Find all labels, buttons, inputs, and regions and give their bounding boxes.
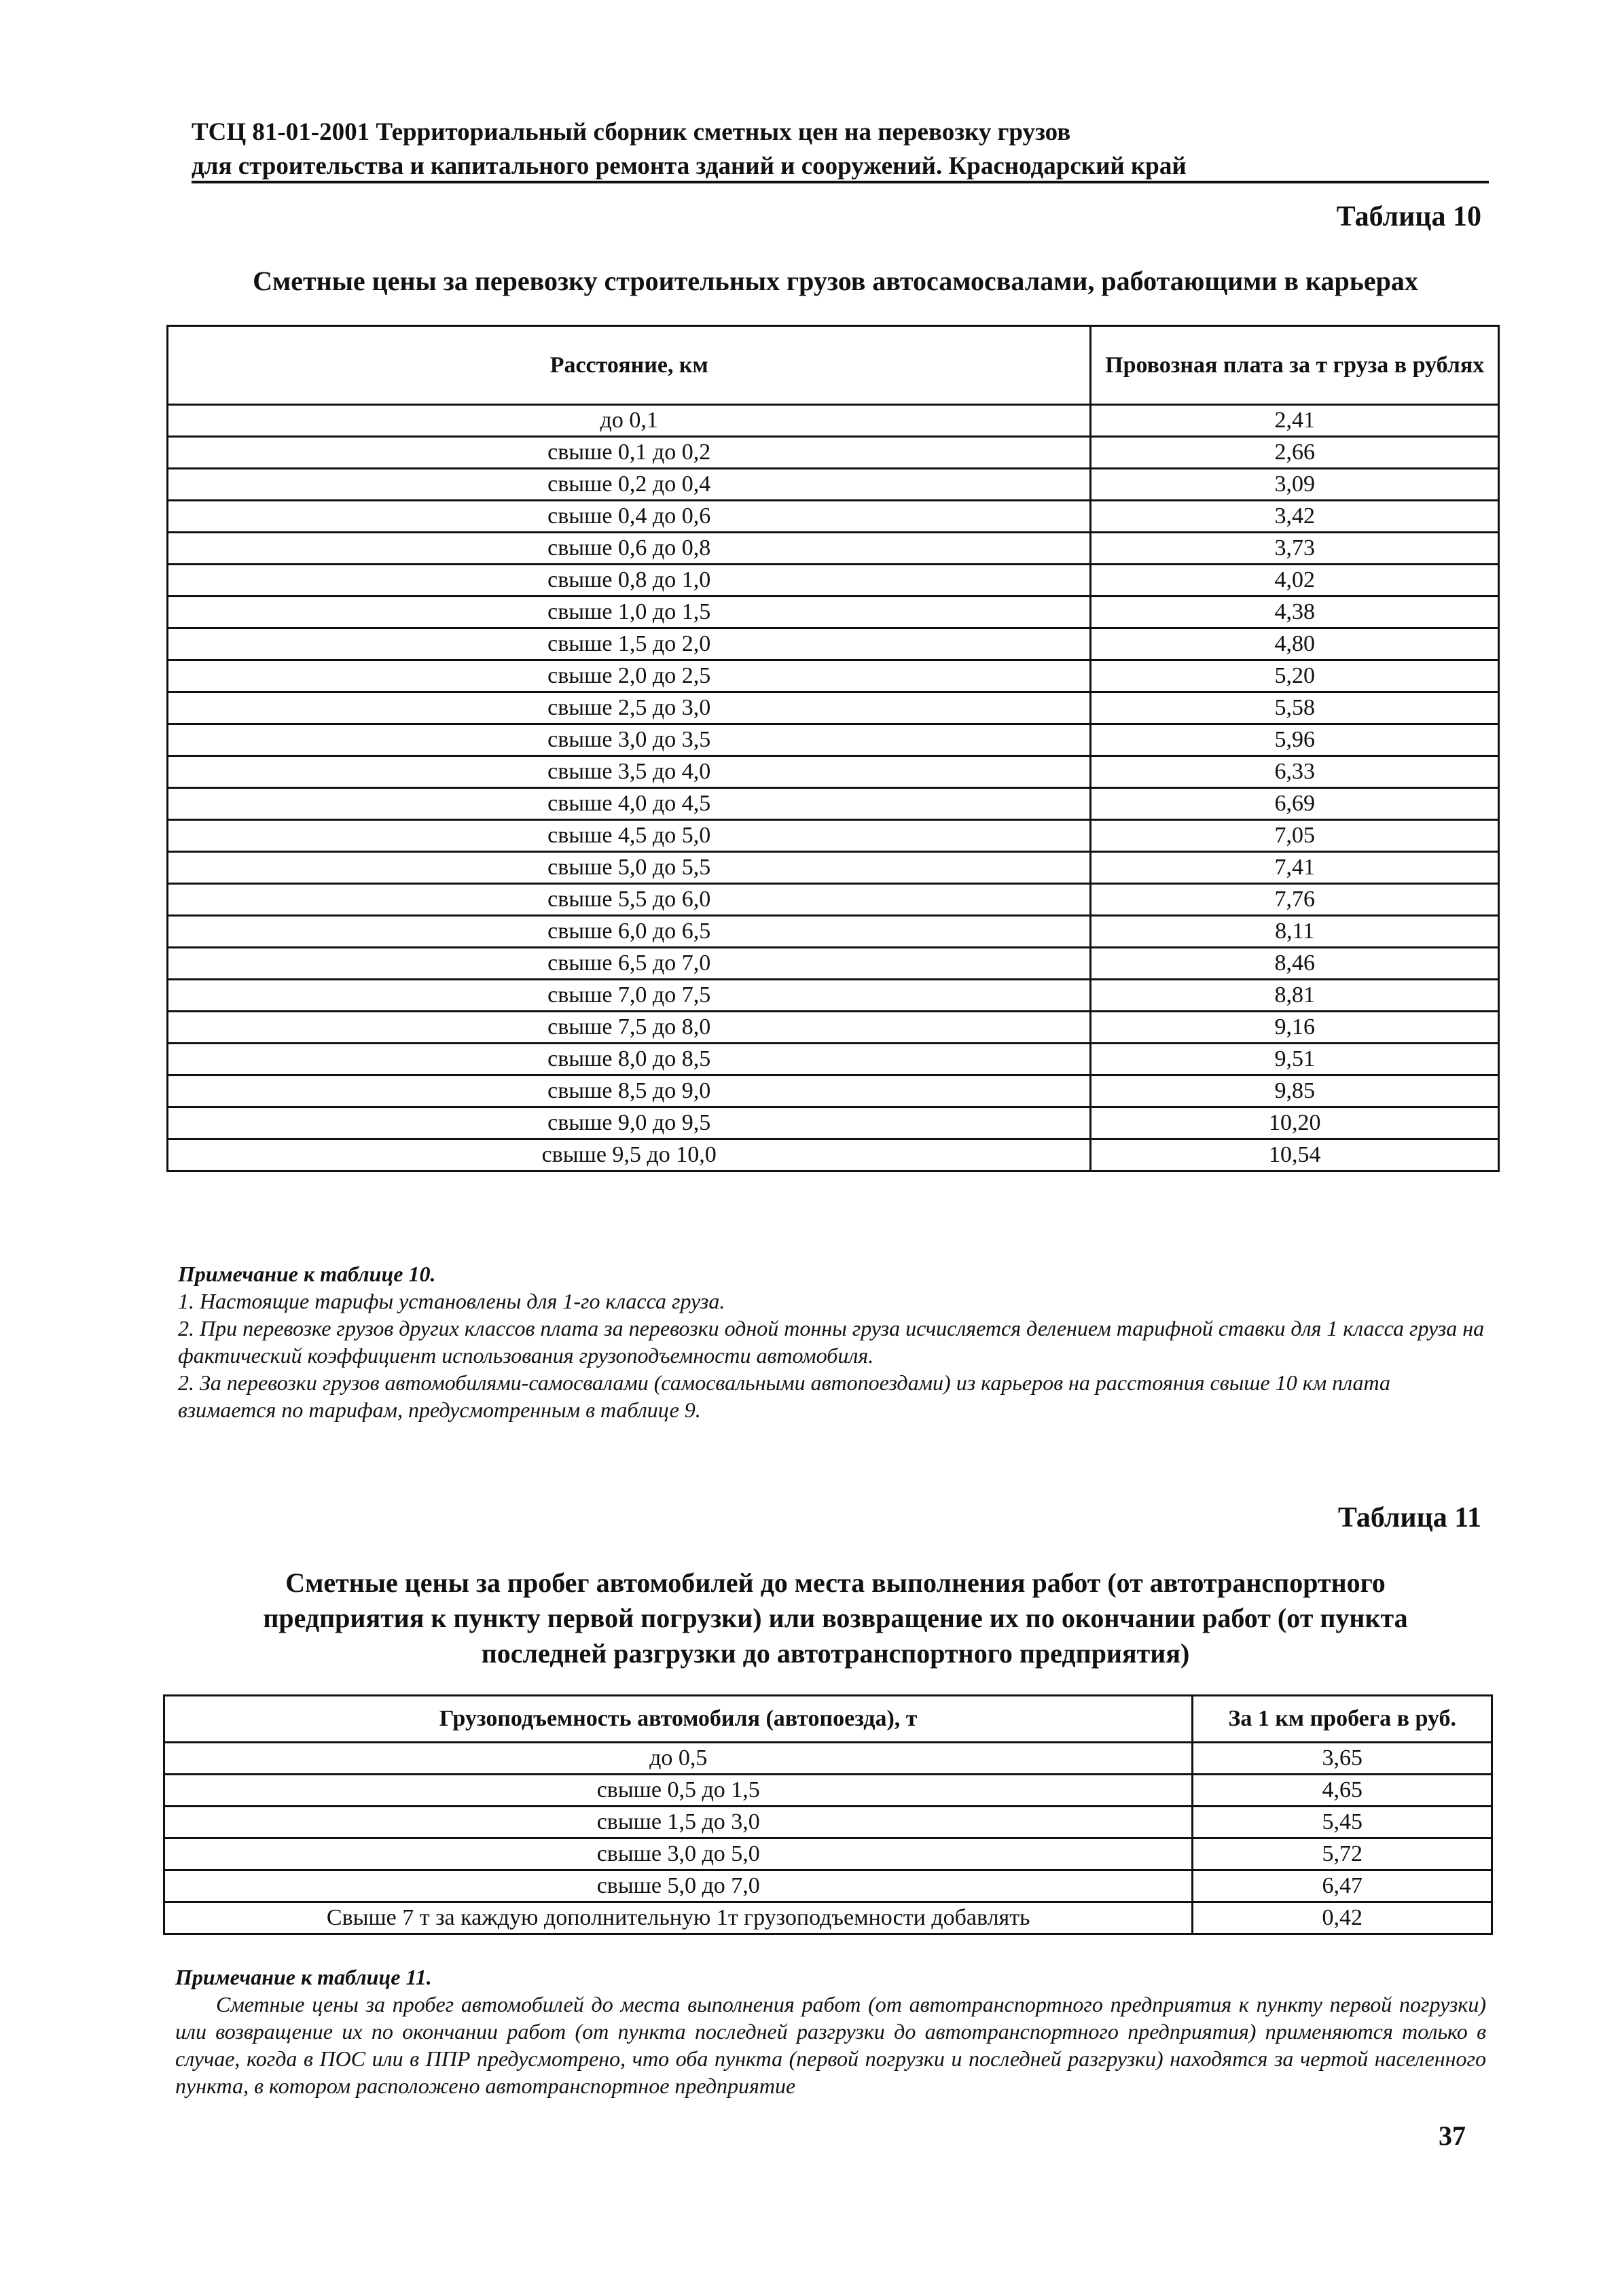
table-10-cell-value: 2,41	[1091, 405, 1499, 437]
table-10-cell-label: свыше 1,0 до 1,5	[168, 597, 1091, 628]
table-10-cell-label: свыше 4,0 до 4,5	[168, 788, 1091, 820]
table-10-cell-value: 10,54	[1091, 1139, 1499, 1171]
table-11-row	[164, 1743, 1492, 1775]
table-11-cell-value: 6,47	[1193, 1870, 1492, 1902]
table-10-cell-value: 9,51	[1091, 1044, 1499, 1076]
table-11	[163, 1694, 1493, 1935]
table-10-cell-label: свыше 6,0 до 6,5	[168, 916, 1091, 948]
table-10-cell-label: свыше 3,0 до 3,5	[168, 724, 1091, 756]
table-10-row	[168, 1076, 1499, 1107]
table-10-row	[168, 1044, 1499, 1076]
table-10-row	[168, 628, 1499, 660]
table-11-cell-value: 3,65	[1193, 1743, 1492, 1775]
table-10-cell-label: свыше 9,0 до 9,5	[168, 1107, 1091, 1139]
table-10-cell-label: свыше 0,1 до 0,2	[168, 437, 1091, 469]
table-10-row	[168, 820, 1499, 852]
table-10-cell-value: 3,42	[1091, 501, 1499, 533]
table-10-row	[168, 788, 1499, 820]
table-11-row	[164, 1775, 1492, 1807]
table-10-body	[168, 405, 1499, 1171]
table-11-cell-label: свыше 3,0 до 5,0	[164, 1838, 1193, 1870]
table-10-row	[168, 1139, 1499, 1171]
table-10-row	[168, 1107, 1499, 1139]
table-10-cell-label: свыше 8,5 до 9,0	[168, 1076, 1091, 1107]
table-10-cell-label: свыше 0,6 до 0,8	[168, 533, 1091, 565]
table-10-row	[168, 916, 1499, 948]
table-11-cell-label: Свыше 7 т за каждую дополнительную 1т грузоподъемности добавлять	[164, 1902, 1193, 1934]
table-11-row	[164, 1807, 1492, 1838]
table-10-cell-value: 6,69	[1091, 788, 1499, 820]
table-10-row	[168, 692, 1499, 724]
table-10-cell-value: 8,11	[1091, 916, 1499, 948]
table-10-col-price: Провозная плата за т груза в рублях	[1091, 326, 1499, 405]
table-10-cell-label: свыше 8,0 до 8,5	[168, 1044, 1091, 1076]
table-10-row	[168, 948, 1499, 980]
table-10-number: Таблица 10	[1336, 201, 1481, 232]
table-10-row	[168, 405, 1499, 437]
table-11-cell-label: свыше 0,5 до 1,5	[164, 1775, 1193, 1807]
table-10-cell-value: 7,05	[1091, 820, 1499, 852]
table-10-row	[168, 437, 1499, 469]
table-10-row	[168, 884, 1499, 916]
table-10-cell-label: свыше 5,5 до 6,0	[168, 884, 1091, 916]
table-10-cell-label: свыше 0,2 до 0,4	[168, 469, 1091, 501]
table-10-cell-label: свыше 7,0 до 7,5	[168, 980, 1091, 1012]
table-11-col-price: За 1 км пробега в руб.	[1193, 1696, 1492, 1743]
note-10-item: 2. За перевозки грузов автомобилями-самосвалами (самосвальными автопоездами) из карьеров на расстояния свыше 10 км плата взимается по тарифам, предусмотренным в таблице 9.	[178, 1370, 1390, 1422]
note-table-10	[178, 1260, 1489, 1423]
table-10-row	[168, 501, 1499, 533]
table-11-cell-value: 4,65	[1193, 1775, 1492, 1807]
table-10-cell-value: 5,96	[1091, 724, 1499, 756]
table-10-title: Сметные цены за перевозку строительных грузов автосамосвалами, работающими в карьерах	[253, 266, 1418, 296]
table-11-cell-value: 0,42	[1193, 1902, 1492, 1934]
note-10-title: Примечание к таблице 10.	[178, 1262, 436, 1286]
note-table-11	[175, 1963, 1486, 2099]
table-10-cell-value: 9,85	[1091, 1076, 1499, 1107]
table-11-cell-value: 5,72	[1193, 1838, 1492, 1870]
table-10-col-distance: Расстояние, км	[168, 326, 1091, 405]
table-11-row	[164, 1902, 1492, 1934]
header-line-1: ТСЦ 81-01-2001 Территориальный сборник сметных цен на перевозку грузов	[192, 118, 1071, 146]
table-11-cell-label: до 0,5	[164, 1743, 1193, 1775]
table-10-cell-label: свыше 0,8 до 1,0	[168, 565, 1091, 597]
table-10-cell-value: 3,73	[1091, 533, 1499, 565]
table-11-col-capacity: Грузоподъемность автомобиля (автопоезда), т	[164, 1696, 1193, 1743]
note-11-title: Примечание к таблице 11.	[175, 1965, 432, 1989]
table-10-row	[168, 565, 1499, 597]
table-10-cell-value: 8,81	[1091, 980, 1499, 1012]
table-11-cell-value: 5,45	[1193, 1807, 1492, 1838]
table-10-cell-label: свыше 3,5 до 4,0	[168, 756, 1091, 788]
table-11-row	[164, 1838, 1492, 1870]
table-10-cell-label: свыше 0,4 до 0,6	[168, 501, 1091, 533]
table-11-number: Таблица 11	[1337, 1502, 1481, 1533]
header-rule	[192, 181, 1489, 183]
table-10-cell-label: свыше 1,5 до 2,0	[168, 628, 1091, 660]
table-10-cell-value: 5,20	[1091, 660, 1499, 692]
table-10-cell-value: 4,02	[1091, 565, 1499, 597]
table-10-cell-label: свыше 2,0 до 2,5	[168, 660, 1091, 692]
table-10-header-row	[168, 326, 1499, 405]
table-10-cell-label: свыше 6,5 до 7,0	[168, 948, 1091, 980]
table-10-cell-label: свыше 2,5 до 3,0	[168, 692, 1091, 724]
table-10-cell-value: 3,09	[1091, 469, 1499, 501]
table-10-row	[168, 724, 1499, 756]
table-10-row	[168, 533, 1499, 565]
table-10-row	[168, 469, 1499, 501]
table-11-body	[164, 1743, 1492, 1934]
table-10-row	[168, 597, 1499, 628]
header-line-2: для строительства и капитального ремонта зданий и сооружений. Краснодарский край	[192, 152, 1187, 180]
table-10-cell-value: 2,66	[1091, 437, 1499, 469]
note-10-item: 1. Настоящие тарифы установлены для 1-го класса груза.	[178, 1289, 725, 1313]
table-11-row	[164, 1870, 1492, 1902]
table-10-row	[168, 756, 1499, 788]
running-header	[192, 115, 1489, 183]
table-10-cell-label: свыше 9,5 до 10,0	[168, 1139, 1091, 1171]
table-10-cell-value: 5,58	[1091, 692, 1499, 724]
table-11-title: Сметные цены за пробег автомобилей до места выполнения работ (от автотранспортного предприятия к пункту первой погрузки) или возвращение их по окончании работ (от пункта последней разгрузки до автотранспортного предприятия)	[263, 1567, 1408, 1669]
table-10	[166, 325, 1500, 1172]
table-10-cell-value: 10,20	[1091, 1107, 1499, 1139]
table-10-cell-label: свыше 5,0 до 5,5	[168, 852, 1091, 884]
table-10-cell-value: 8,46	[1091, 948, 1499, 980]
table-11-cell-label: свыше 1,5 до 3,0	[164, 1807, 1193, 1838]
table-11-cell-label: свыше 5,0 до 7,0	[164, 1870, 1193, 1902]
table-10-cell-value: 7,41	[1091, 852, 1499, 884]
table-10-row	[168, 980, 1499, 1012]
table-10-cell-value: 4,80	[1091, 628, 1499, 660]
table-10-cell-label: свыше 7,5 до 8,0	[168, 1012, 1091, 1044]
table-10-cell-label: до 0,1	[168, 405, 1091, 437]
table-10-cell-value: 6,33	[1091, 756, 1499, 788]
note-11-text: Сметные цены за пробег автомобилей до места выполнения работ (от автотранспортного предприятия к пункту первой погрузки) или возвращение их по окончании работ (от пункта последней разгрузки до автотранспортного предприятия) применяются только в случае, когда в ПОС или в ППР предусмотрено, что оба пункта (первой погрузки и последней разгрузки) находятся за чертой населенного пункта, в котором расположено автотранспортное предприятие	[175, 1992, 1486, 2098]
table-10-row	[168, 1012, 1499, 1044]
table-10-row	[168, 660, 1499, 692]
table-10-cell-value: 7,76	[1091, 884, 1499, 916]
table-10-cell-label: свыше 4,5 до 5,0	[168, 820, 1091, 852]
note-10-item: 2. При перевозке грузов других классов плата за перевозки одной тонны груза исчисляется делением тарифной ставки для 1 класса груза на фактический коэффициент использования грузоподъемности автомобиля.	[178, 1316, 1485, 1368]
page-number: 37	[1439, 2120, 1466, 2151]
table-11-header-row	[164, 1696, 1492, 1743]
table-10-row	[168, 852, 1499, 884]
table-10-cell-value: 4,38	[1091, 597, 1499, 628]
table-10-cell-value: 9,16	[1091, 1012, 1499, 1044]
